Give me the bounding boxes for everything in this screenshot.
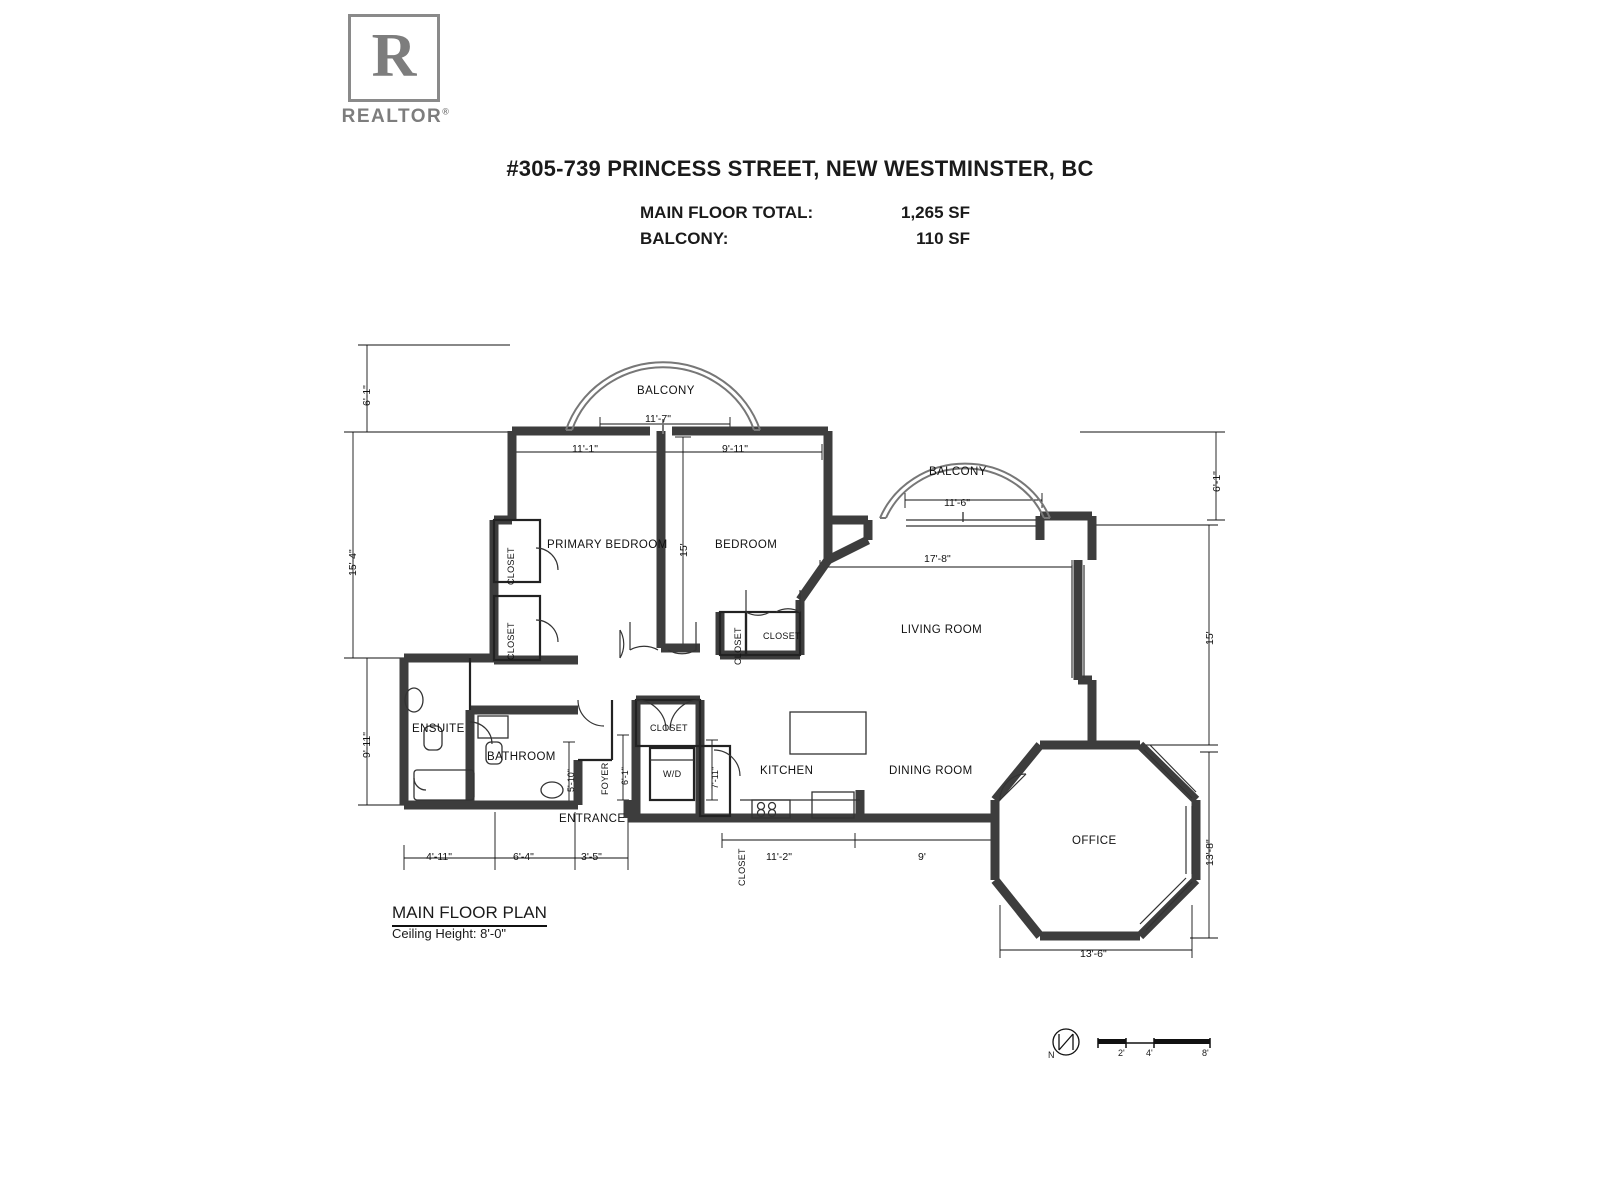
plan-title: MAIN FLOOR PLAN — [392, 903, 547, 927]
room-label-primary-bedroom: PRIMARY BEDROOM — [547, 539, 668, 551]
dim-dining-width: 9' — [918, 851, 926, 863]
laundry-label: W/D — [663, 769, 682, 779]
scale-tick-2: 2' — [1118, 1048, 1125, 1058]
dim-living-width: 17'-8" — [924, 553, 951, 565]
dim-bathroom-depth: 5'-10" — [566, 769, 576, 792]
dim-office-width: 13'-6" — [1080, 948, 1107, 960]
room-label-dining-room: DINING ROOM — [889, 765, 973, 777]
dim-office-depth: 13'-8" — [1204, 839, 1216, 866]
north-arrow-icon — [1053, 1029, 1079, 1055]
windows — [906, 520, 1196, 930]
scale-tick-8: 8' — [1202, 1048, 1209, 1058]
closet-label-primary-lower: CLOSET — [506, 622, 516, 660]
dim-balcony-east-depth: 6'-1" — [1211, 471, 1223, 492]
realtor-r-icon: R — [371, 22, 417, 90]
room-label-balcony-east: BALCONY — [929, 466, 987, 478]
dim-bedroom-width: 9'-11" — [722, 443, 748, 455]
room-label-balcony-north: BALCONY — [637, 385, 695, 397]
summary-label-main-floor: MAIN FLOOR TOTAL: — [640, 203, 814, 222]
dim-foyer-width: 3'-5" — [581, 851, 602, 863]
realtor-wordmark-text: REALTOR — [341, 106, 443, 127]
dim-balcony-east-width: 11'-6" — [944, 497, 970, 509]
dim-ensuite-width: 4'-11" — [426, 851, 452, 863]
closet-label-bedroom: CLOSET — [763, 631, 801, 641]
room-label-living-room: LIVING ROOM — [901, 624, 983, 636]
registered-icon: ® — [442, 106, 451, 117]
summary-value-main-floor: 1,265 SF — [901, 203, 970, 222]
summary-label-balcony: BALCONY: — [640, 229, 729, 248]
scale-bar — [1098, 1038, 1210, 1048]
closet-label-kitchen: CLOSET — [737, 848, 747, 886]
dim-primary-width: 11'-1" — [572, 443, 598, 455]
page-title: #305-739 PRINCESS STREET, NEW WESTMINSTER, BC — [506, 156, 1094, 181]
closet-label-bedroom-small: CLOSET — [733, 627, 743, 665]
ceiling-height-note: Ceiling Height: 8'-0" — [392, 926, 507, 941]
dim-foyer-depth: 6'-1" — [620, 767, 630, 785]
north-label: N — [1048, 1050, 1055, 1060]
room-label-foyer: FOYER — [600, 762, 610, 795]
room-label-bedroom: BEDROOM — [715, 539, 778, 551]
dim-kitchen-width: 11'-2" — [766, 851, 792, 863]
room-label-entrance: ENTRANCE — [559, 813, 626, 825]
room-label-ensuite: ENSUITE — [412, 723, 465, 735]
dim-balcony-north-width: 11'-7" — [645, 413, 671, 425]
dim-living-depth: 15' — [1204, 631, 1216, 645]
room-label-office: OFFICE — [1072, 835, 1117, 847]
scale-tick-4: 4' — [1146, 1048, 1153, 1058]
closet-label-hall: CLOSET — [650, 723, 688, 733]
dim-bedroom-depth: 15' — [678, 543, 690, 557]
dim-bathroom-width: 6'-4" — [513, 851, 534, 863]
room-label-bathroom: BATHROOM — [487, 751, 556, 763]
summary-value-balcony: 110 SF — [916, 229, 970, 248]
dim-laundry-depth: 7'-11" — [710, 766, 720, 789]
closet-label-primary-upper: CLOSET — [506, 547, 516, 585]
room-label-kitchen: KITCHEN — [760, 765, 814, 777]
dim-balcony-north-depth: 6'-1" — [361, 385, 373, 406]
dim-primary-overall-height: 15'-4" — [347, 549, 359, 576]
dim-ensuite-height: 9'-11" — [361, 732, 373, 758]
